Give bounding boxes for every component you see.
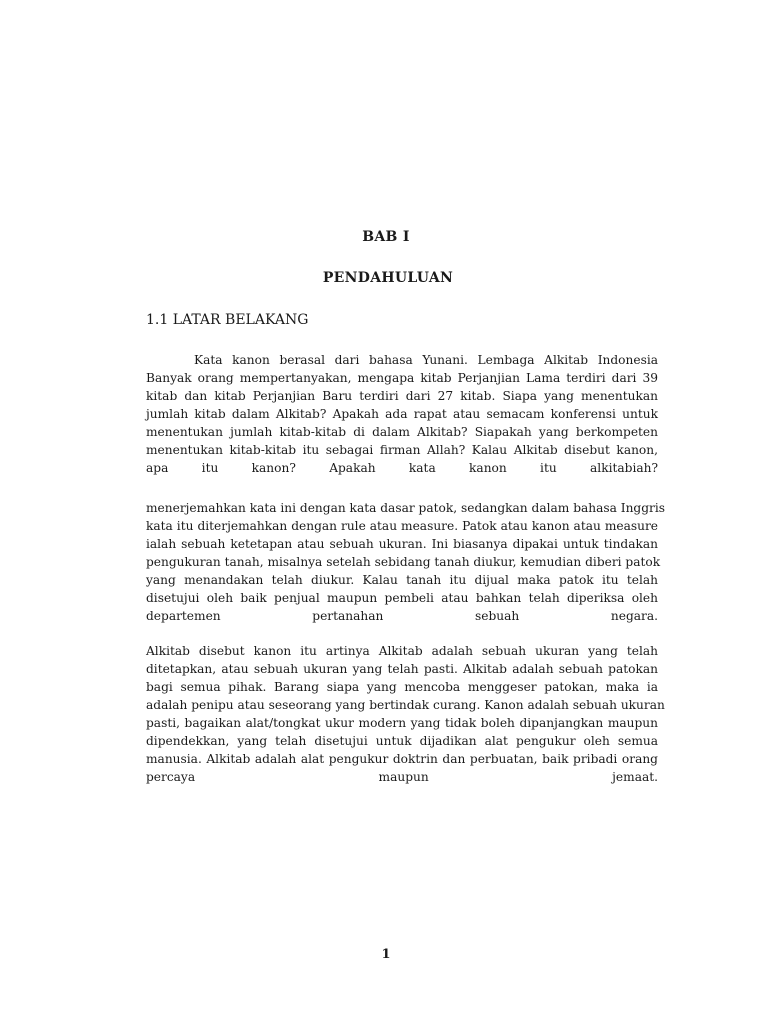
paragraph-line: pengukuran tanah, misalnya setelah sebidang tanah diukur, kemudian diberi patok xyxy=(146,555,661,569)
paragraph-line: kitab dan kitab Perjanjian Baru terdiri dari 27 kitab. Siapa yang menentukan xyxy=(146,389,658,403)
paragraph-line: jumlah kitab dalam Alkitab? Apakah ada rapat atau semacam konferensi untuk xyxy=(146,407,658,421)
paragraph-line: dipendekkan, yang telah disetujui untuk dijadikan alat pengukur oleh semua xyxy=(146,734,658,748)
paragraph-line: ialah sebuah ketetapan atau sebuah ukuran. Ini biasanya dipakai untuk tindakan xyxy=(146,537,658,551)
paragraph-line: menerjemahkan kata ini dengan kata dasar patok, sedangkan dalam bahasa Inggris xyxy=(146,501,666,515)
paragraph-1 xyxy=(146,351,658,477)
paragraph-line: Banyak orang mempertanyakan, mengapa kitab Perjanjian Lama terdiri dari 39 xyxy=(146,371,658,385)
paragraph-line: menentukan kitab-kitab itu sebagai firman Allah? Kalau Alkitab disebut kanon, xyxy=(146,443,658,457)
paragraph-3 xyxy=(146,642,665,786)
chapter-number: BAB I xyxy=(362,229,410,245)
paragraph-line: departemen pertanahan sebuah negara. xyxy=(146,609,658,623)
paragraph-line: yang menandakan telah diukur. Kalau tanah itu dijual maka patok itu telah xyxy=(146,573,658,587)
paragraph-line: Kata kanon berasal dari bahasa Yunani. Lembaga Alkitab Indonesia xyxy=(194,353,658,367)
chapter-title: PENDAHULUAN xyxy=(322,270,454,286)
page-number: 1 xyxy=(381,947,391,962)
paragraph-line: ditetapkan, atau sebuah ukuran yang telah pasti. Alkitab adalah sebuah patokan xyxy=(146,662,658,676)
paragraph-line: manusia. Alkitab adalah alat pengukur doktrin dan perbuatan, baik pribadi orang xyxy=(146,752,658,766)
paragraph-line: adalah penipu atau seseorang yang bertindak curang. Kanon adalah sebuah ukuran xyxy=(146,698,665,712)
section-heading: 1.1 LATAR BELAKANG xyxy=(146,312,309,328)
paragraph-line: menentukan jumlah kitab-kitab di dalam Alkitab? Siapakah yang berkompeten xyxy=(146,425,658,439)
paragraph-line: pasti, bagaikan alat/tongkat ukur modern yang tidak boleh dipanjangkan maupun xyxy=(146,716,658,730)
paragraph-line: percaya maupun jemaat. xyxy=(146,770,658,784)
paragraph-line: kata itu diterjemahkan dengan rule atau measure. Patok atau kanon atau measure xyxy=(146,519,658,533)
paragraph-line: bagi semua pihak. Barang siapa yang mencoba menggeser patokan, maka ia xyxy=(146,680,658,694)
paragraph-line: disetujui oleh baik penjual maupun pembeli atau bahkan telah diperiksa oleh xyxy=(146,591,658,605)
paragraph-line: apa itu kanon? Apakah kata kanon itu alkitabiah? xyxy=(146,461,658,475)
paragraph-2 xyxy=(146,499,666,625)
paragraph-line: Alkitab disebut kanon itu artinya Alkitab adalah sebuah ukuran yang telah xyxy=(146,644,658,658)
